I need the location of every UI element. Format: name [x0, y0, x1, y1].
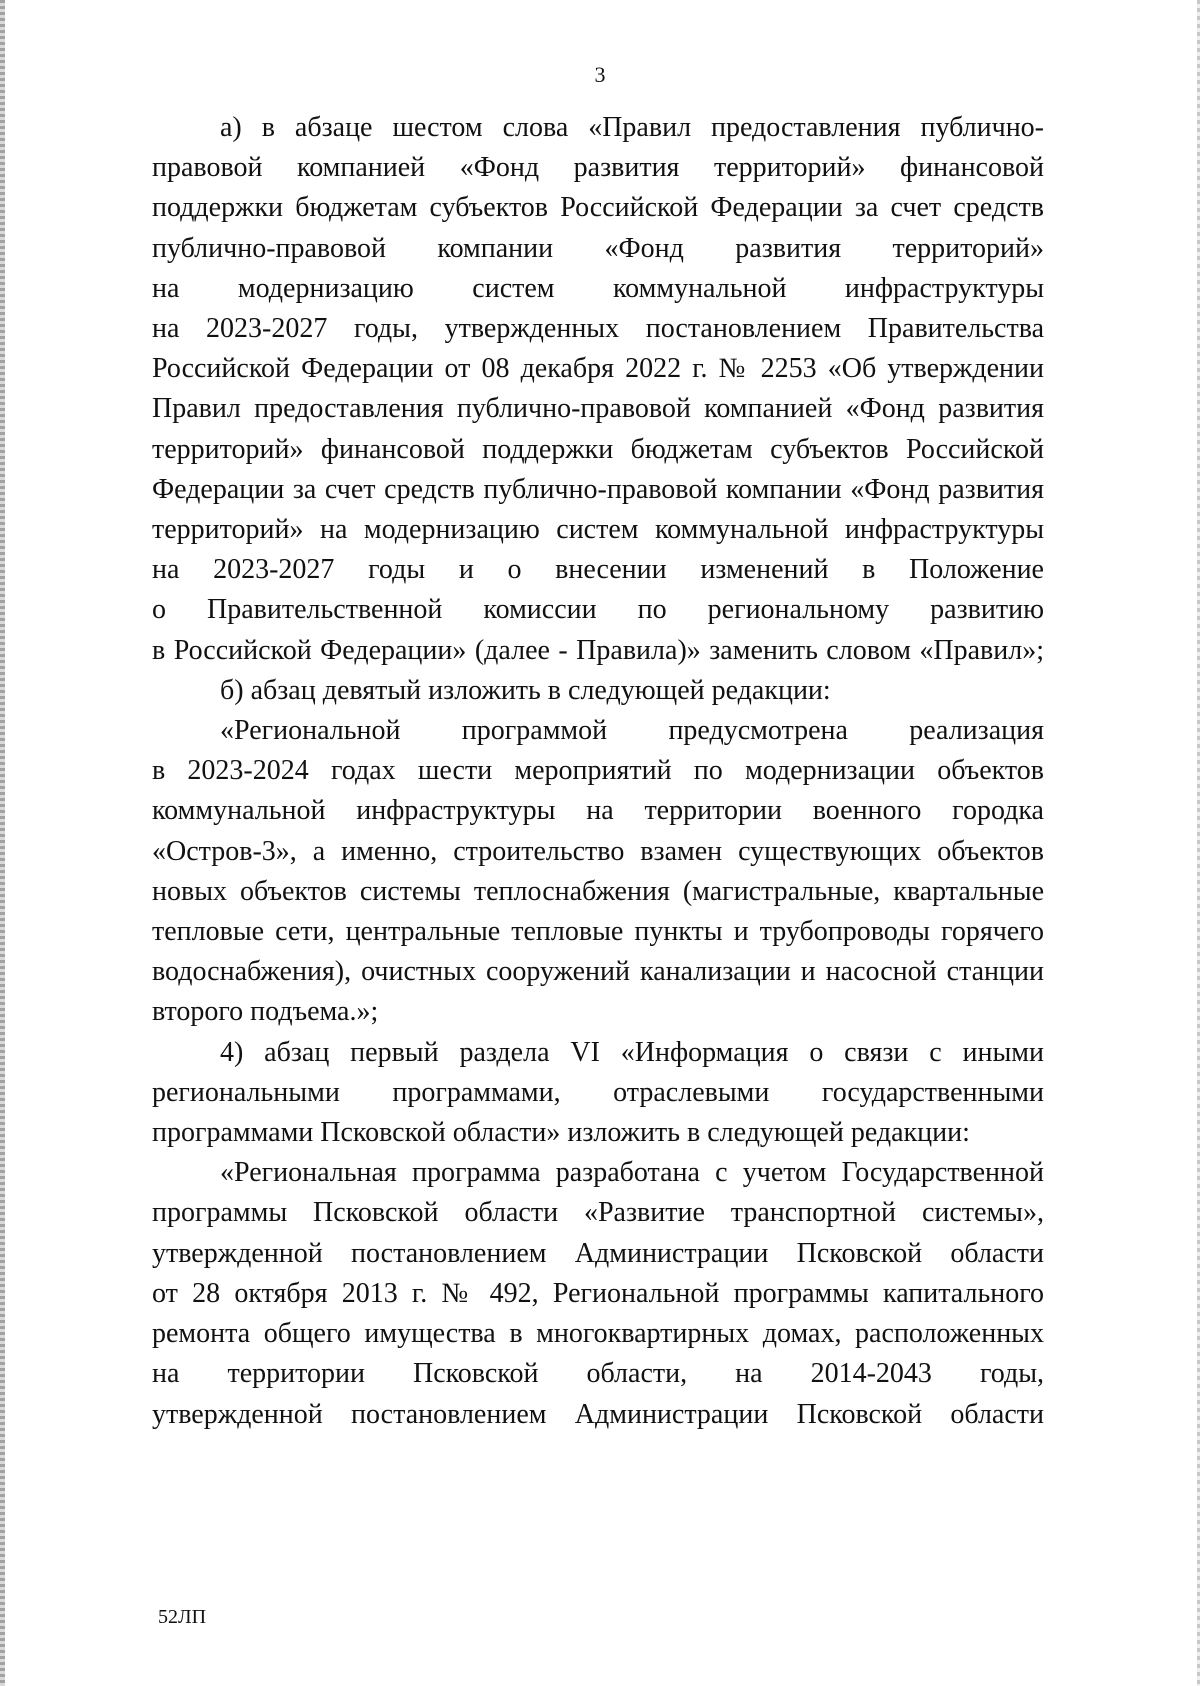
- text-line: Российской Федерации от 08 декабря 2022 г. № 2253 «Об утверждении: [152, 353, 1044, 385]
- text-line: Правил предоставления публично-правовой компанией «Фонд развития: [152, 393, 1044, 425]
- text-line: новых объектов системы теплоснабжения (магистральные, квартальные: [152, 875, 1044, 907]
- text-line: б) абзац девятый изложить в следующей редакции:: [220, 674, 831, 706]
- text-line: поддержки бюджетам субъектов Российской Федерации за счет средств: [152, 192, 1044, 224]
- text-line: о Правительственной комиссии по региональному развитию: [152, 594, 1044, 626]
- text-line: на 2023-2027 годы и о внесении изменений в Положение: [152, 554, 1044, 586]
- text-line: правовой компанией «Фонд развития территорий» финансовой: [152, 152, 1044, 184]
- text-line: на 2023-2027 годы, утвержденных постановлением Правительства: [152, 313, 1044, 345]
- text-line: «Региональной программой предусмотрена реализация: [220, 715, 1044, 747]
- text-line: от 28 октября 2013 г. № 492, Региональной программы капитального: [152, 1277, 1044, 1309]
- scan-edge-left: [0, 0, 5, 1686]
- document-body: [152, 108, 1044, 1435]
- text-line: водоснабжения), очистных сооружений канализации и насосной станции: [152, 956, 1044, 988]
- text-line: на территории Псковской области, на 2014-2043 годы,: [152, 1358, 1044, 1390]
- text-line: Федерации за счет средств публично-правовой компании «Фонд развития: [152, 473, 1044, 505]
- text-line: а) в абзаце шестом слова «Правил предоставления публично-: [220, 112, 1044, 143]
- text-line: в 2023-2024 годах шести мероприятий по модернизации объектов: [152, 755, 1044, 787]
- paragraph: [152, 1033, 1044, 1154]
- text-line: 4) абзац первый раздела VI «Информация о связи с иными: [220, 1036, 1044, 1068]
- text-line: территорий» на модернизацию систем коммунальной инфраструктуры: [152, 514, 1044, 546]
- text-line: программами Псковской области» изложить в следующей редакции:: [152, 1117, 970, 1149]
- text-line: на модернизацию систем коммунальной инфраструктуры: [152, 272, 1044, 304]
- text-line: территорий» финансовой поддержки бюджетам субъектов Российской: [152, 433, 1044, 465]
- text-line: коммунальной инфраструктуры на территории военного городка: [152, 795, 1044, 827]
- text-line: утвержденной постановлением Администрации Псковской области: [152, 1398, 1044, 1430]
- paragraph: [152, 1153, 1044, 1434]
- text-line: региональными программами, отраслевыми государственными: [152, 1076, 1044, 1108]
- text-line: ремонта общего имущества в многоквартирных домах, расположенных: [152, 1318, 1044, 1350]
- page-number: 3: [594, 62, 606, 87]
- text-line: публично-правовой компании «Фонд развития территорий»: [152, 232, 1044, 264]
- text-line: «Остров-3», а именно, строительство взамен существующих объектов: [152, 835, 1044, 867]
- paragraph: [152, 671, 1044, 711]
- text-line: программы Псковской области «Развитие транспортной системы»,: [152, 1197, 1044, 1229]
- text-line: в Российской Федерации» (далее - Правила)» заменить словом «Правил»;: [152, 634, 1044, 666]
- text-line: второго подъема.»;: [152, 996, 379, 1028]
- text-line: утвержденной постановлением Администрации Псковской области: [152, 1237, 1044, 1269]
- text-line: «Региональная программа разработана с учетом Государственной: [220, 1157, 1044, 1189]
- footer-document-code: 52ЛП: [158, 1606, 207, 1628]
- paragraph: [152, 108, 1044, 671]
- paragraph: [152, 711, 1044, 1033]
- text-line: тепловые сети, центральные тепловые пункты и трубопроводы горячего: [152, 916, 1044, 948]
